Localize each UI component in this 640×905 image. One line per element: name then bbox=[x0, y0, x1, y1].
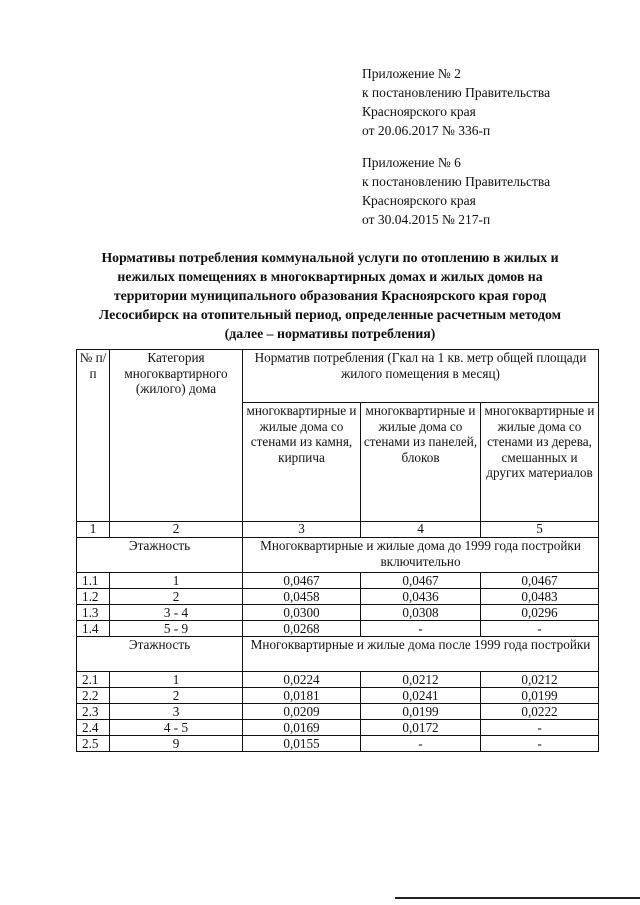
scan-edge-line bbox=[395, 897, 640, 899]
row-panel: 0,0436 bbox=[361, 589, 481, 605]
row-num: 2.2 bbox=[77, 688, 110, 704]
row-wood: 0,0296 bbox=[481, 605, 599, 621]
row-stone: 0,0209 bbox=[243, 704, 361, 720]
row-num: 1.2 bbox=[77, 589, 110, 605]
appendix-line: к постановлению Правительства bbox=[362, 85, 551, 100]
row-floors: 3 bbox=[110, 704, 243, 720]
appendix-line: Красноярского края bbox=[362, 193, 476, 208]
row-wood: 0,0483 bbox=[481, 589, 599, 605]
title-line: Лесосибирск на отопительный период, определенные расчетным методом bbox=[98, 307, 562, 322]
title-line: Нормативы потребления коммунальной услуги по отоплению в жилых и bbox=[101, 250, 559, 265]
row-panel: 0,0212 bbox=[361, 672, 481, 688]
row-wood: - bbox=[481, 720, 599, 736]
appendix-line: Приложение № 6 bbox=[362, 155, 461, 170]
row-num: 2.5 bbox=[77, 736, 110, 752]
header-category: Категория многоквартирного (жилого) дома bbox=[110, 350, 243, 522]
appendix-line: Приложение № 2 bbox=[362, 66, 461, 81]
row-panel: 0,0467 bbox=[361, 573, 481, 589]
table-row bbox=[77, 589, 599, 605]
column-number: 4 bbox=[361, 522, 481, 538]
header-col-panel: многоквартирные и жилые дома со стенами из панелей, блоков bbox=[361, 403, 481, 522]
row-panel: 0,0172 bbox=[361, 720, 481, 736]
appendix-current-reference bbox=[362, 64, 550, 140]
table-row bbox=[77, 621, 599, 637]
appendix-line: к постановлению Правительства bbox=[362, 174, 551, 189]
appendix-line: Красноярского края bbox=[362, 104, 476, 119]
norms-table bbox=[76, 349, 599, 752]
table-row bbox=[77, 605, 599, 621]
column-number: 5 bbox=[481, 522, 599, 538]
row-floors: 3 - 4 bbox=[110, 605, 243, 621]
section2-title: Многоквартирные и жилые дома после 1999 года постройки bbox=[243, 637, 599, 672]
row-wood: 0,0467 bbox=[481, 573, 599, 589]
section1-label: Этажность bbox=[77, 538, 243, 573]
row-stone: 0,0300 bbox=[243, 605, 361, 621]
row-floors: 9 bbox=[110, 736, 243, 752]
row-stone: 0,0224 bbox=[243, 672, 361, 688]
row-panel: - bbox=[361, 621, 481, 637]
row-panel: - bbox=[361, 736, 481, 752]
header-col-stone: многоквартирные и жилые дома со стенами из камня, кирпича bbox=[243, 403, 361, 522]
section1-title: Многоквартирные и жилые дома до 1999 года постройки включительно bbox=[243, 538, 599, 573]
title-line: (далее – нормативы потребления) bbox=[224, 326, 436, 341]
row-panel: 0,0199 bbox=[361, 704, 481, 720]
row-stone: 0,0169 bbox=[243, 720, 361, 736]
document-title bbox=[60, 248, 600, 343]
table-row bbox=[77, 672, 599, 688]
row-wood: 0,0222 bbox=[481, 704, 599, 720]
row-panel: 0,0308 bbox=[361, 605, 481, 621]
section2-label: Этажность bbox=[77, 637, 243, 672]
row-num: 2.3 bbox=[77, 704, 110, 720]
title-line: территории муниципального образования Красноярского края город bbox=[113, 288, 547, 303]
row-wood: 0,0212 bbox=[481, 672, 599, 688]
column-number: 3 bbox=[243, 522, 361, 538]
row-stone: 0,0155 bbox=[243, 736, 361, 752]
row-floors: 1 bbox=[110, 573, 243, 589]
header-norm: Норматив потребления (Гкал на 1 кв. метр общей площади жилого помещения в месяц) bbox=[243, 350, 599, 403]
table-row bbox=[77, 736, 599, 752]
appendix-original-reference bbox=[362, 153, 550, 229]
row-num: 2.4 bbox=[77, 720, 110, 736]
row-wood: - bbox=[481, 736, 599, 752]
row-wood: 0,0199 bbox=[481, 688, 599, 704]
table-row bbox=[77, 720, 599, 736]
row-num: 2.1 bbox=[77, 672, 110, 688]
row-wood: - bbox=[481, 621, 599, 637]
row-panel: 0,0241 bbox=[361, 688, 481, 704]
row-num: 1.1 bbox=[77, 573, 110, 589]
row-stone: 0,0181 bbox=[243, 688, 361, 704]
table-row bbox=[77, 704, 599, 720]
appendix-line: от 30.04.2015 № 217-п bbox=[362, 212, 491, 227]
row-num: 1.3 bbox=[77, 605, 110, 621]
row-floors: 5 - 9 bbox=[110, 621, 243, 637]
row-floors: 2 bbox=[110, 589, 243, 605]
appendix-line: от 20.06.2017 № 336-п bbox=[362, 123, 491, 138]
row-stone: 0,0268 bbox=[243, 621, 361, 637]
row-floors: 1 bbox=[110, 672, 243, 688]
row-stone: 0,0467 bbox=[243, 573, 361, 589]
header-num: № п/п bbox=[77, 350, 110, 522]
row-floors: 2 bbox=[110, 688, 243, 704]
table-row bbox=[77, 688, 599, 704]
table-row bbox=[77, 573, 599, 589]
row-floors: 4 - 5 bbox=[110, 720, 243, 736]
row-stone: 0,0458 bbox=[243, 589, 361, 605]
column-number: 2 bbox=[110, 522, 243, 538]
title-line: нежилых помещениях в многоквартирных домах и жилых домов на bbox=[117, 269, 543, 284]
row-num: 1.4 bbox=[77, 621, 110, 637]
header-col-wood: многоквартирные и жилые дома со стенами из дерева, смешанных и других материалов bbox=[481, 403, 599, 522]
column-number: 1 bbox=[77, 522, 110, 538]
